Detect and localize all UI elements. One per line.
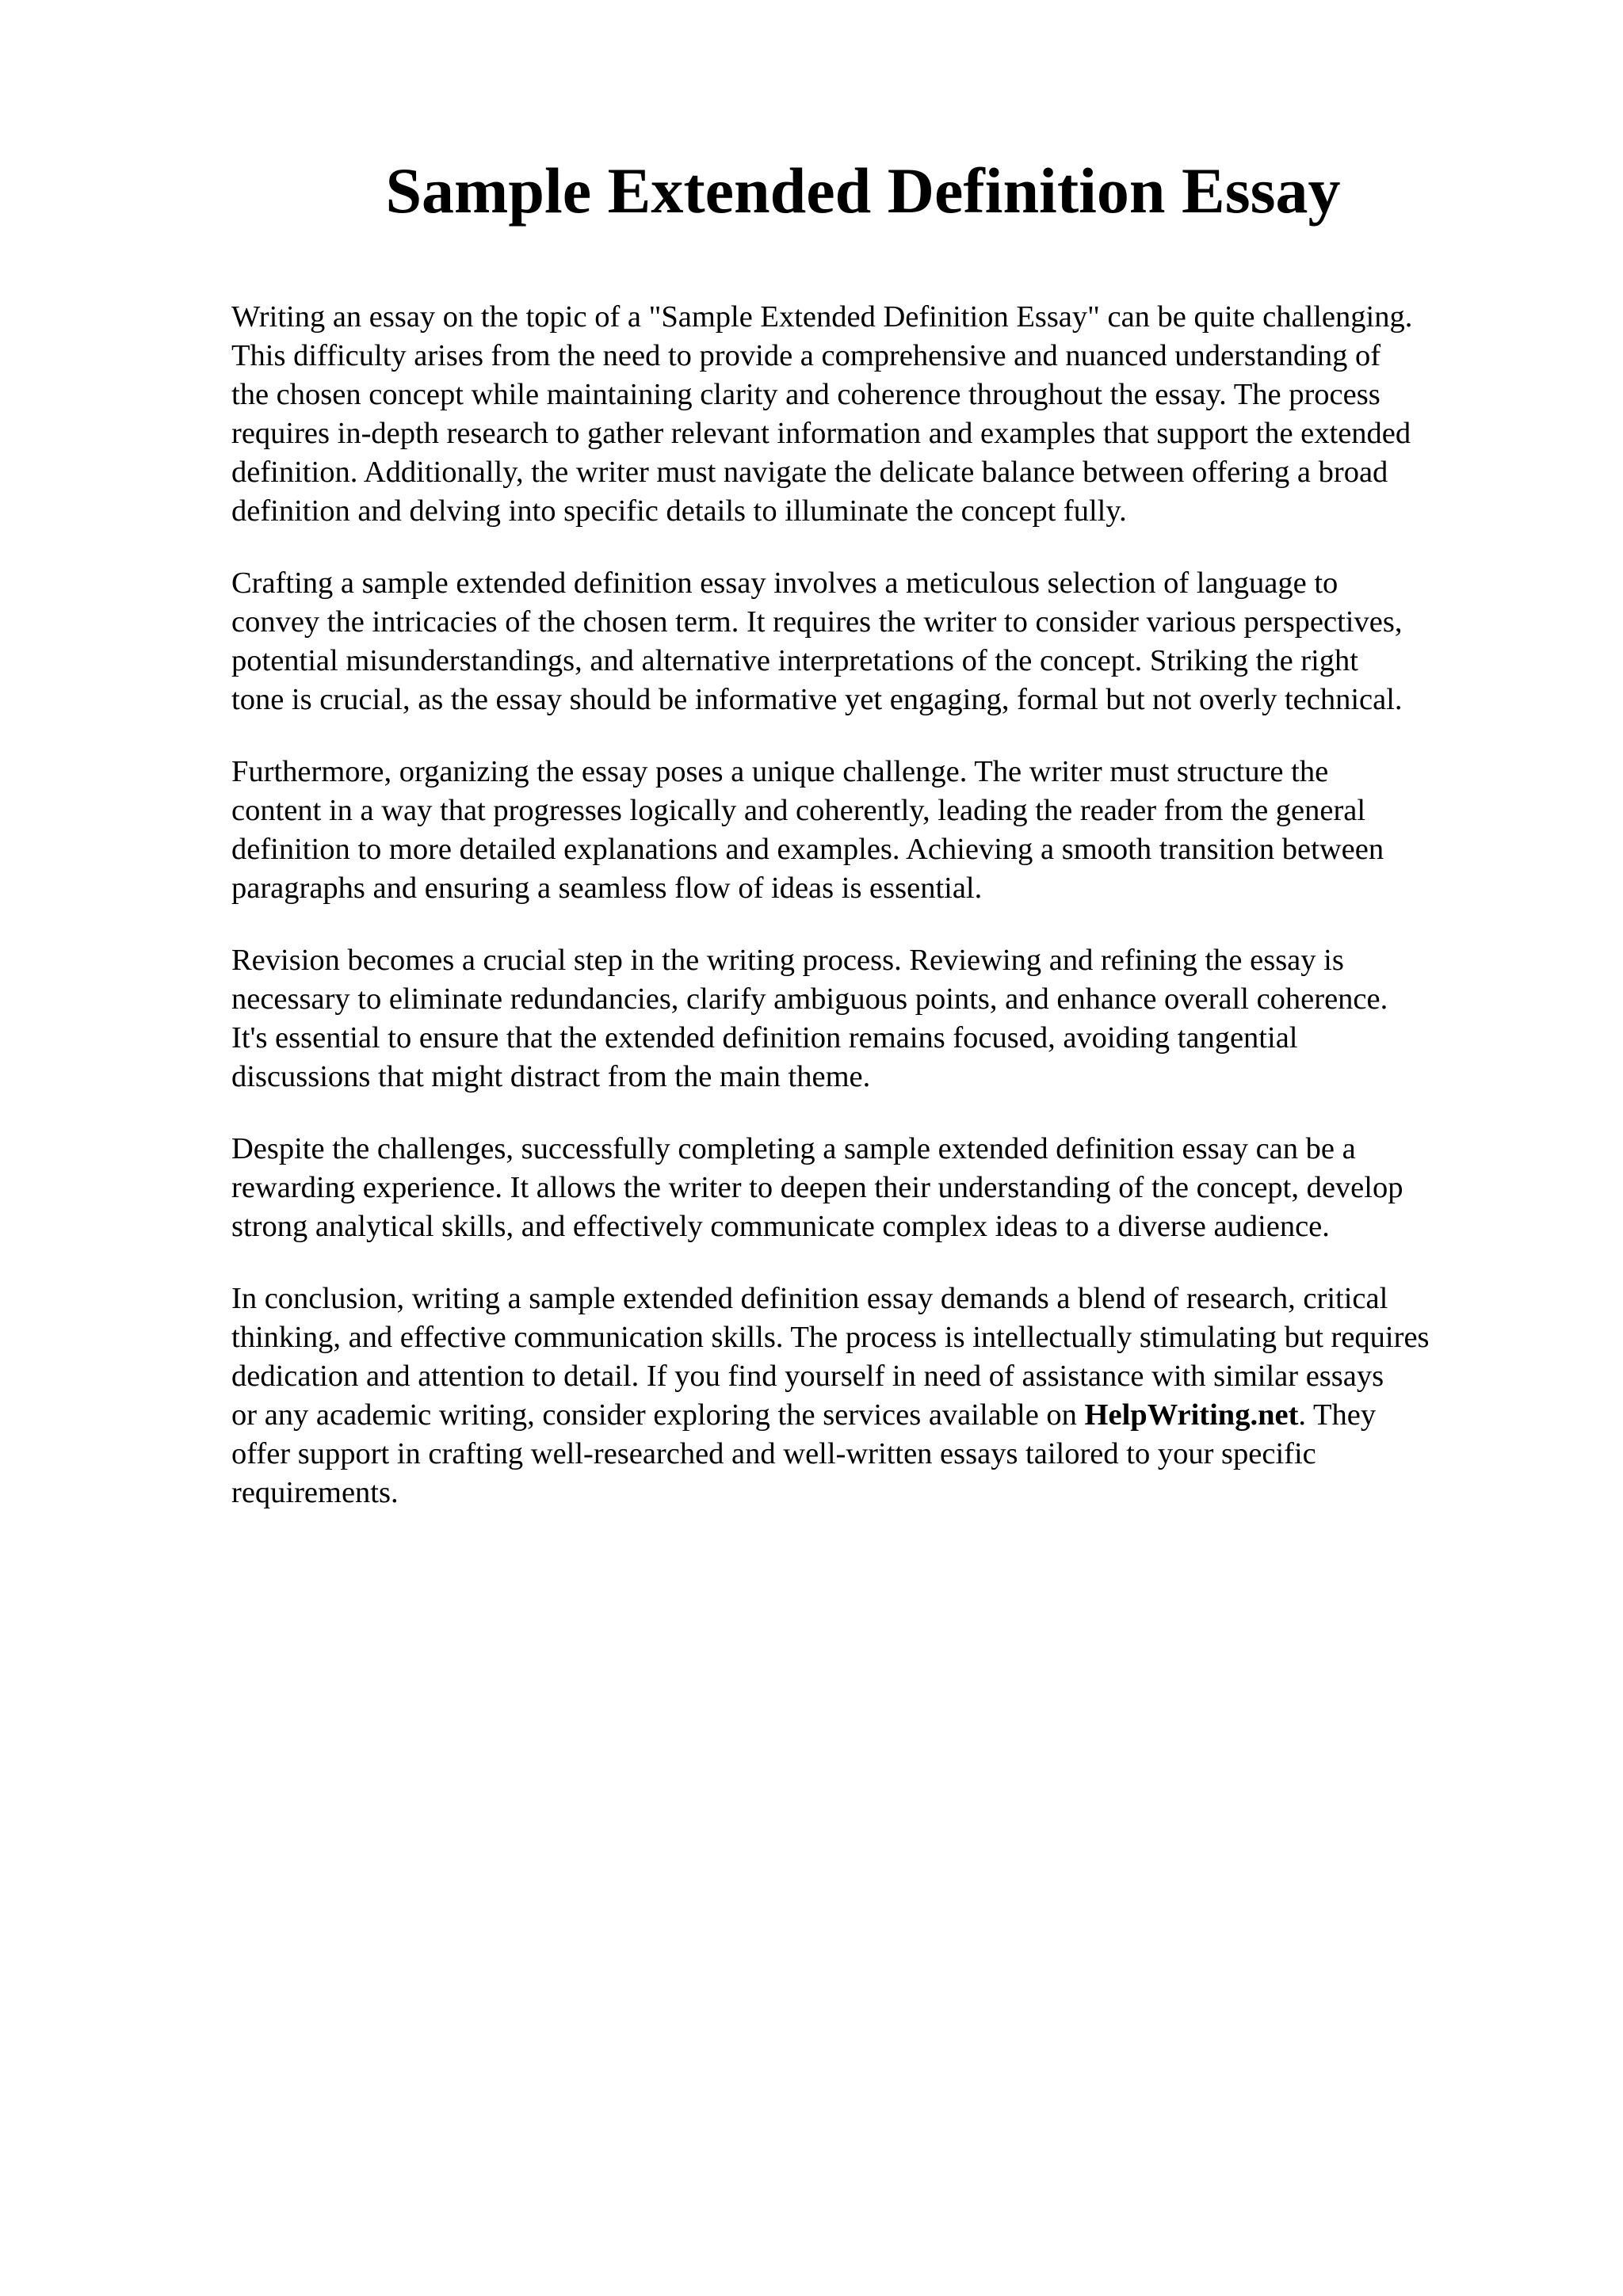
text-line: necessary to eliminate redundancies, clarify ambiguous points, and enhance overall coherence. xyxy=(231,982,1388,1016)
paragraph-2 xyxy=(231,564,1594,719)
text-line: convey the intricacies of the chosen term. It requires the writer to consider various perspectives, xyxy=(231,605,1403,639)
text-line: dedication and attention to detail. If you find yourself in need of assistance with similar essays xyxy=(231,1360,1384,1393)
text-line: tone is crucial, as the essay should be informative yet engaging, formal but not overly technical. xyxy=(231,683,1403,716)
text-line: Crafting a sample extended definition essay involves a meticulous selection of language to xyxy=(231,566,1338,600)
text-line: Furthermore, organizing the essay poses a unique challenge. The writer must structure the xyxy=(231,755,1329,788)
document-title: Sample Extended Definition Essay xyxy=(385,154,1341,227)
text-line: paragraphs and ensuring a seamless flow of ideas is essential. xyxy=(231,871,983,905)
text-line: discussions that might distract from the main theme. xyxy=(231,1060,871,1093)
paragraph-1 xyxy=(231,298,1594,531)
text-line: Despite the challenges, successfully completing a sample extended definition essay can be a xyxy=(231,1132,1356,1165)
text-line: definition and delving into specific details to illuminate the concept fully. xyxy=(231,494,1127,528)
text-line: This difficulty arises from the need to provide a comprehensive and nuanced understanding of xyxy=(231,339,1381,372)
text-line: potential misunderstandings, and alternative interpretations of the concept. Striking the right xyxy=(231,644,1358,677)
text-line-with-link xyxy=(231,1396,1594,1435)
text-line: thinking, and effective communication skills. The process is intellectually stimulating but requires xyxy=(231,1321,1430,1354)
text-fragment: . They xyxy=(1298,1398,1377,1432)
paragraph-4 xyxy=(231,941,1594,1097)
paragraph-5 xyxy=(231,1130,1594,1246)
text-line: definition. Additionally, the writer must navigate the delicate balance between offering a broad xyxy=(231,456,1388,489)
text-line: content in a way that progresses logically and coherently, leading the reader from the general xyxy=(231,794,1366,827)
text-line: offer support in crafting well-researched and well-written essays tailored to your specific xyxy=(231,1437,1316,1470)
paragraph-3 xyxy=(231,753,1594,908)
text-line: Revision becomes a crucial step in the writing process. Reviewing and refining the essay is xyxy=(231,944,1344,977)
document-body xyxy=(231,298,1594,1546)
text-line: definition to more detailed explanations and examples. Achieving a smooth transition between xyxy=(231,833,1384,866)
text-line: the chosen concept while maintaining clarity and coherence throughout the essay. The process xyxy=(231,378,1381,411)
text-line: It's essential to ensure that the extended definition remains focused, avoiding tangential xyxy=(231,1021,1298,1055)
text-line: requirements. xyxy=(231,1476,399,1509)
text-line: Writing an essay on the topic of a "Sample Extended Definition Essay" can be quite challenging. xyxy=(231,300,1413,334)
text-fragment: or any academic writing, consider exploring the services available on xyxy=(231,1398,1085,1432)
helpwriting-link[interactable]: HelpWriting.net xyxy=(1084,1398,1299,1432)
text-line: strong analytical skills, and effectively communicate complex ideas to a diverse audience. xyxy=(231,1210,1330,1243)
text-line: requires in-depth research to gather relevant information and examples that support the extended xyxy=(231,417,1411,450)
paragraph-conclusion xyxy=(231,1280,1594,1512)
text-line: rewarding experience. It allows the writer to deepen their understanding of the concept, develop xyxy=(231,1171,1403,1204)
text-line: In conclusion, writing a sample extended definition essay demands a blend of research, critical xyxy=(231,1282,1388,1315)
